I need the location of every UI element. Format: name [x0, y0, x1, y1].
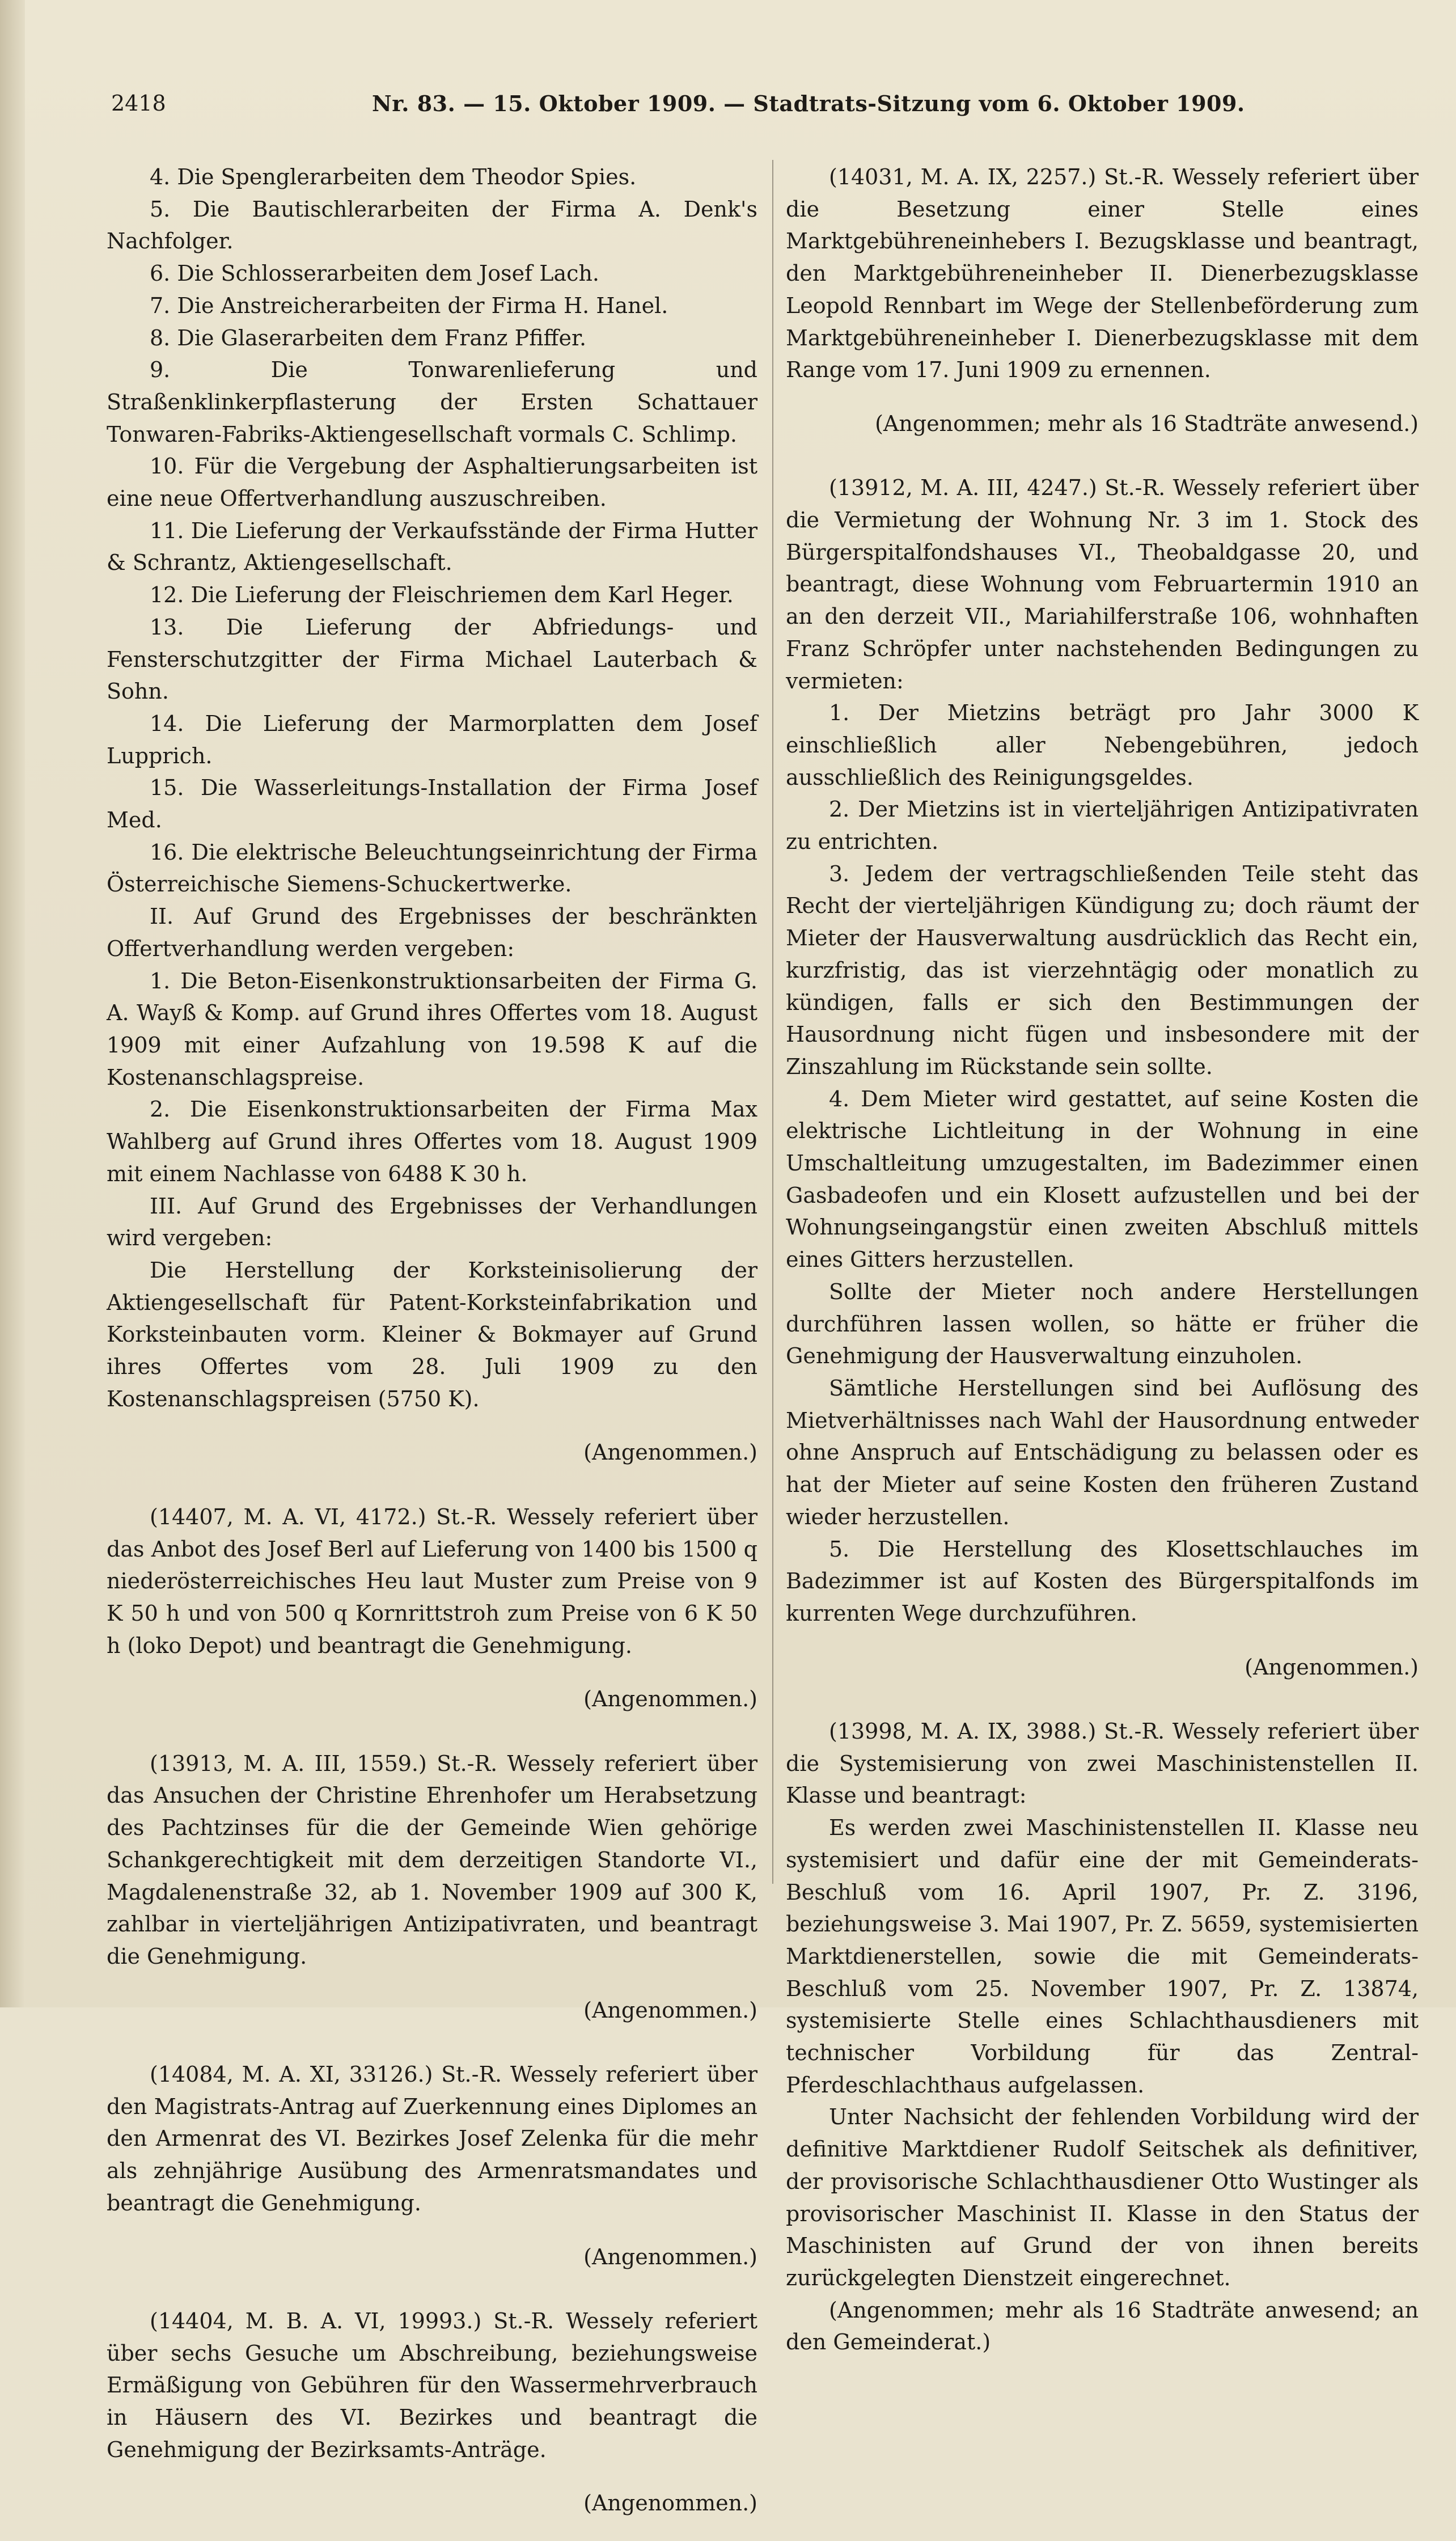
header-title: Nr. 83. — 15. Oktober 1909. — Stadtrats-Sitzung vom 6. Oktober 1909.: [372, 91, 1245, 116]
item-15: 15. Die Wasserleitungs-Installation der Firma Josef Med.: [107, 775, 757, 833]
page-number: 2418: [111, 91, 166, 116]
verdict-13913: (Angenommen.): [583, 1997, 757, 2023]
condition-4-restore: Sämtliche Herstellungen sind bei Auflösung des Mietverhältnisses nach Wahl der Hausordnung entweder ohne Anspruch auf Entschädigung zu belassen oder es hat der Mieter auf seine Kosten den früheren Zustand wieder herzustellen.: [786, 1376, 1419, 1529]
page-edge-shadow: [0, 0, 25, 2007]
verdict-13912: (Angenommen.): [1245, 1654, 1419, 1680]
verdict-14404: (Angenommen.): [583, 2491, 757, 2516]
running-header: [111, 91, 1358, 125]
item-11: 11. Die Lieferung der Verkaufsstände der Firma Hutter & Schrantz, Aktiengesellschaft.: [107, 518, 757, 576]
entry-14031: (14031, M. A. IX, 2257.) St.-R. Wessely referiert über die Besetzung einer Stelle eines Marktgebühreneinhebers I. Bezugsklasse und beantragt, den Marktgebühreneinheber II. Dienerbezugsklasse Leopold Rennbart im Wege der Stellenbeförderung zum Marktgebühreneinheber I. Dienerbezugsklasse mit dem Range vom 17. Juni 1909 zu ernennen.: [786, 164, 1419, 383]
condition-2: 2. Der Mietzins ist in vierteljährigen Antizipativraten zu entrichten.: [786, 797, 1419, 855]
entry-14407: (14407, M. A. VI, 4172.) St.-R. Wessely referiert über das Anbot des Josef Berl auf Lieferung von 1400 bis 1500 q niederösterreichisches Heu laut Muster zum Preise von 9 K 50 h und von 500 q Kornrittstroh zum Preise von 6 K 50 h (loko Depot) und beantragt die Genehmigung.: [107, 1504, 757, 1658]
column-divider: [772, 160, 773, 1884]
entry-13913: (13913, M. A. III, 1559.) St.-R. Wessely referiert über das Ansuchen der Christine Ehrenhofer um Herabsetzung des Pachtzinses für die der Gemeinde Wien gehörige Schankgerechtigkeit mit dem derzeitigen Standorte VI., Magdalenenstraße 32, ab 1. November 1909 auf 300 K, zahlbar in vierteljährigen Antizipativraten, und beantragt die Genehmigung.: [107, 1751, 757, 1969]
item-5: 5. Die Bautischlerarbeiten der Firma A. Denk's Nachfolger.: [107, 196, 757, 254]
item-12: 12. Die Lieferung der Fleischriemen dem Karl Heger.: [150, 582, 734, 608]
entry-13998-motion: Es werden zwei Maschinistenstellen II. Klasse neu systemisiert und dafür eine der mit Gemeinderats-Beschluß vom 16. April 1907, Pr. Z. 3196, beziehungsweise 3. Mai 1907, Pr. Z. 5659, systemisierten Marktdienerstellen, sowie die mit Gemeinderats-Beschluß vom 25. November 1907, Pr. Z. 13874, systemisierte Stelle eines Schlachthausdieners mit technischer Vorbildung für das Zentral-Pferdeschlachthaus aufgelassen.: [786, 1815, 1419, 2098]
item-6: 6. Die Schlosserarbeiten dem Josef Lach.: [150, 261, 599, 286]
section-ii-item-1: 1. Die Beton-Eisenkonstruktionsarbeiten der Firma G. A. Wayß & Komp. auf Grund ihres Offertes vom 18. August 1909 mit einer Aufzahlung von 19.598 K auf die Kostenanschlagspreise.: [107, 968, 757, 1090]
item-13: 13. Die Lieferung der Abfriedungs- und Fensterschutzgitter der Firma Michael Lauterbach & Sohn.: [107, 614, 757, 704]
item-4: 4. Die Spenglerarbeiten dem Theodor Spies.: [150, 164, 637, 189]
right-column: [786, 161, 1419, 2358]
section-iii: III. Auf Grund des Ergebnisses der Verhandlungen wird vergeben:: [107, 1193, 757, 1251]
item-16: 16. Die elektrische Beleuchtungseinrichtung der Firma Österreichische Siemens-Schuckertwerke.: [107, 839, 757, 897]
verdict-14031: (Angenommen; mehr als 16 Stadträte anwesend.): [875, 411, 1419, 436]
korkstein-paragraph: Die Herstellung der Korksteinisolierung der Aktiengesellschaft für Patent-Korksteinfabrikation und Korksteinbauten vorm. Kleiner & Bokmayer auf Grund ihres Offertes vom 28. Juli 1909 zu den Kostenanschlagspreisen (5750 K).: [107, 1257, 757, 1411]
verdict-14084: (Angenommen.): [583, 2244, 757, 2269]
verdict-korkstein: (Angenommen.): [583, 1440, 757, 1465]
condition-1: 1. Der Mietzins beträgt pro Jahr 3000 K einschließlich aller Nebengebühren, jedoch ausschließlich des Reinigungsgeldes.: [786, 700, 1419, 790]
item-14: 14. Die Lieferung der Marmorplatten dem Josef Lupprich.: [107, 711, 757, 768]
section-ii-item-2: 2. Die Eisenkonstruktionsarbeiten der Firma Max Wahlberg auf Grund ihres Offertes vom 18. August 1909 mit einem Nachlasse von 6488 K 30 h.: [107, 1097, 757, 1186]
section-ii: II. Auf Grund des Ergebnisses der beschränkten Offertverhandlung werden vergeben:: [107, 904, 757, 961]
item-10: 10. Für die Vergebung der Asphaltierungsarbeiten ist eine neue Offertverhandlung auszuschreiben.: [107, 454, 757, 511]
entry-13998: (13998, M. A. IX, 3988.) St.-R. Wessely referiert über die Systemisierung von zwei Maschinistenstellen II. Klasse und beantragt:: [786, 1719, 1419, 1808]
verdict-13998: (Angenommen; mehr als 16 Stadträte anwesend; an den Gemeinderat.): [786, 2297, 1419, 2355]
item-9: 9. Die Tonwarenlieferung und Straßenklinkerpflasterung der Ersten Schattauer Tonwaren-Fabriks-Aktiengesellschaft vormals C. Schlimp.: [107, 357, 757, 447]
left-column: [107, 161, 757, 2541]
condition-5: 5. Die Herstellung des Klosettschlauches im Badezimmer ist auf Kosten des Bürgerspitalfonds im kurrenten Wege durchzuführen.: [786, 1536, 1419, 1626]
item-8: 8. Die Glaserarbeiten dem Franz Pfiffer.: [150, 325, 587, 350]
entry-13912: (13912, M. A. III, 4247.) St.-R. Wessely referiert über die Vermietung der Wohnung Nr. 3 im 1. Stock des Bürgerspitalfondshauses VI., Theobaldgasse 20, und beantragt, diese Wohnung vom Februartermin 1910 an an den derzeit VII., Mariahilferstraße 106, wohnhaften Franz Schröpfer unter nachstehenden Bedingungen zu vermieten:: [786, 475, 1419, 694]
entry-13998-waiver: Unter Nachsicht der fehlenden Vorbildung wird der definitive Marktdiener Rudolf Seitschek als definitiver, der provisorische Schlachthausdiener Otto Wustinger als provisorischer Maschinist II. Klasse in den Status der Maschinisten auf Grund der von ihnen bereits zurückgelegten Dienstzeit eingerechnet.: [786, 2104, 1419, 2290]
condition-3: 3. Jedem der vertragschließenden Teile steht das Recht der vierteljährigen Kündigung zu; doch räumt der Mieter der Hausverwaltung ausdrücklich das Recht ein, kurzfristig, das ist vierzehntägig oder monatlich zu kündigen, falls er sich den Bestimmungen der Hausordnung nicht fügen und insbesondere mit der Zinszahlung im Rückstande sein sollte.: [786, 861, 1419, 1079]
entry-14084: (14084, M. A. XI, 33126.) St.-R. Wessely referiert über den Magistrats-Antrag auf Zuerkennung eines Diplomes an den Armenrat des VI. Bezirkes Josef Zelenka für die mehr als zehnjährige Ausübung des Armenratsmandates und beantragt die Genehmigung.: [107, 2062, 757, 2216]
condition-4-extra: Sollte der Mieter noch andere Herstellungen durchführen lassen wollen, so hätte er früher die Genehmigung der Hausverwaltung einzuholen.: [786, 1279, 1419, 1369]
entry-14404: (14404, M. B. A. VI, 19993.) St.-R. Wessely referiert über sechs Gesuche um Abschreibung, beziehungsweise Ermäßigung von Gebühren für den Wassermehrverbrauch in Häusern des VI. Bezirkes und beantragt die Genehmigung der Bezirksamts-Anträge.: [107, 2308, 757, 2462]
condition-4: 4. Dem Mieter wird gestattet, auf seine Kosten die elektrische Lichtleitung in der Wohnung in eine Umschaltleitung umzugestalten, im Badezimmer einen Gasbadeofen und ein Klosett aufzustellen und bei der Wohnungseingangstür einen zweiten Abschluß mittels eines Gitters herzustellen.: [786, 1086, 1419, 1272]
verdict-14407: (Angenommen.): [583, 1686, 757, 1712]
item-7: 7. Die Anstreicherarbeiten der Firma H. Hanel.: [150, 293, 668, 318]
